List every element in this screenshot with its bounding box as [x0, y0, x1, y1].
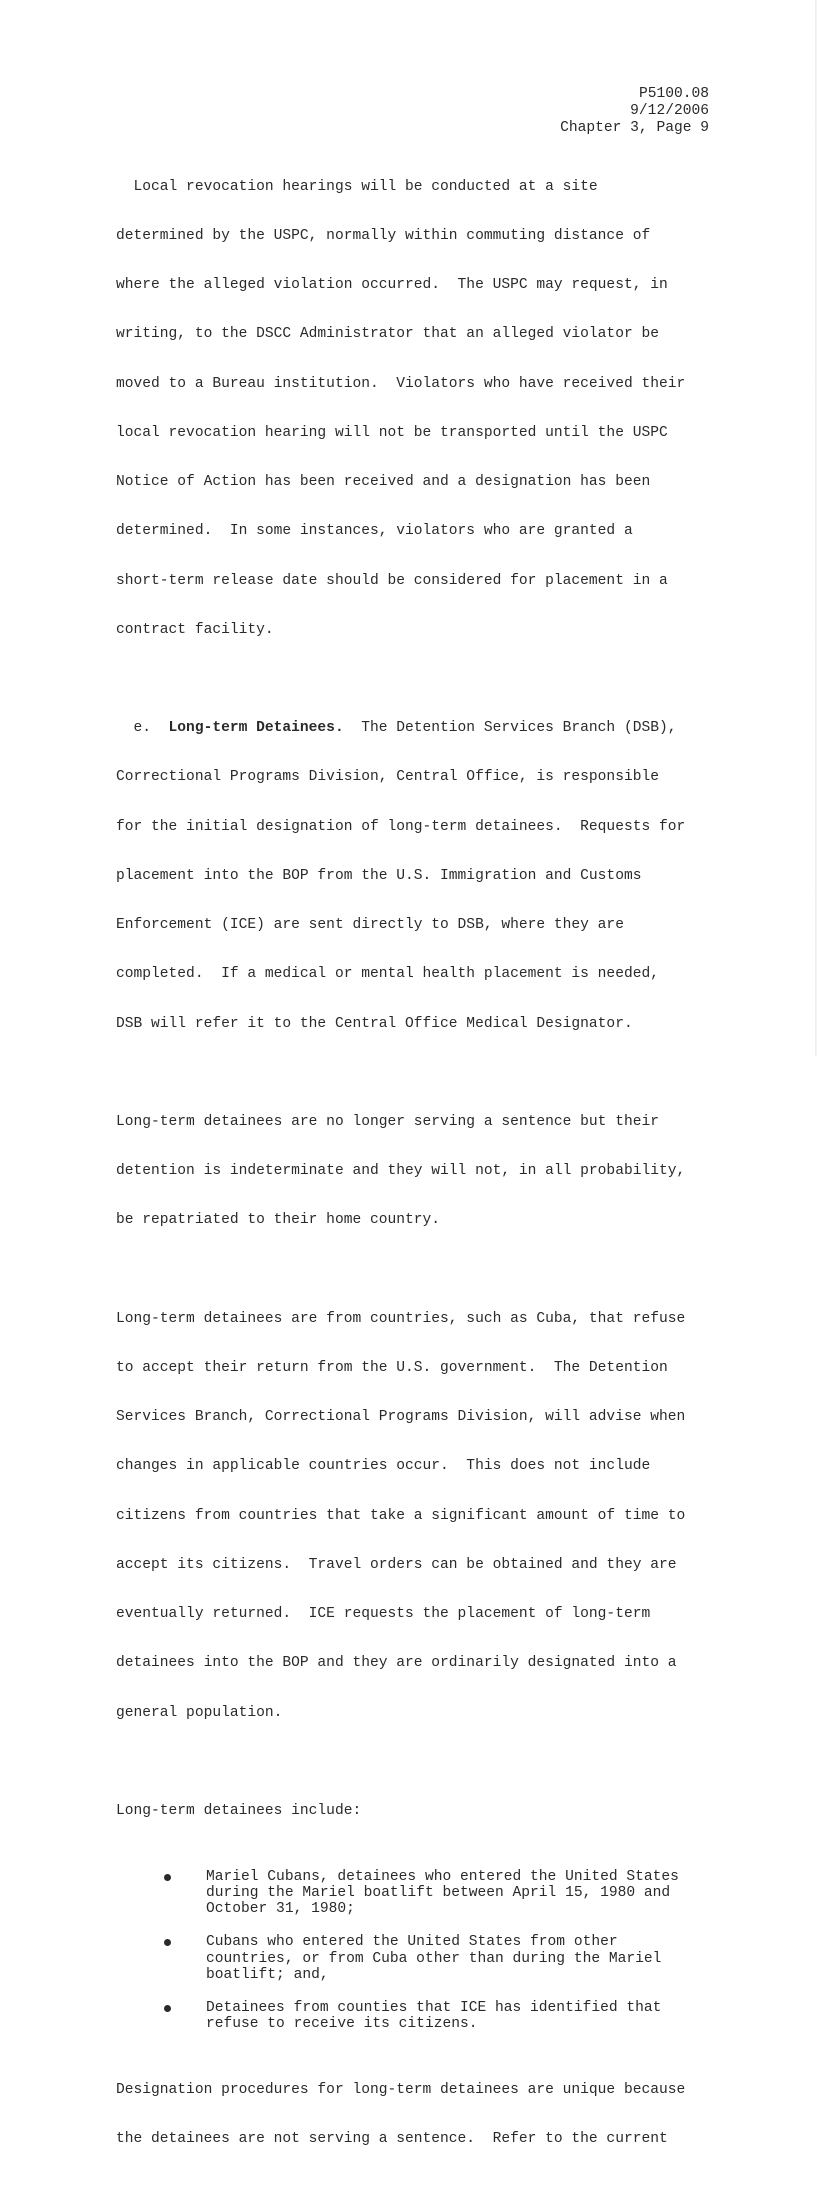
text-line: Cubans who entered the United States from other	[206, 1934, 618, 1951]
bullet-icon	[164, 1939, 171, 1946]
text-line: Notice of Action has been received and a designation has been	[116, 474, 651, 491]
text-line: for the initial designation of long-term detainees. Requests for	[116, 818, 686, 835]
text-line: during the Mariel boatlift between April 15, 1980 and	[206, 1884, 671, 1901]
text-line: where the alleged violation occurred. The USPC may request, in	[116, 277, 668, 294]
list-item	[116, 2000, 716, 2033]
text-line: boatlift; and,	[206, 1967, 329, 1983]
text-line: placement into the BOP from the U.S. Immigration and Customs	[116, 867, 642, 884]
detainee-bullet-list	[116, 1869, 716, 2033]
text-line: countries, or from Cuba other than during the Mariel	[206, 1950, 662, 1967]
text-line: moved to a Bureau institution. Violators who have received their	[116, 375, 686, 392]
section-heading: Long-term Detainees.	[168, 720, 344, 737]
text-line: be repatriated to their home country.	[116, 1212, 441, 1229]
list-item	[116, 1934, 716, 1983]
text-line: citizens from countries that take a significant amount of time to	[116, 1507, 686, 1524]
text-line: determined by the USPC, normally within commuting distance of	[116, 228, 651, 245]
text-line: completed. If a medical or mental health placement is needed,	[116, 966, 659, 983]
text-line: Long-term detainees are from countries, such as Cuba, that refuse	[116, 1310, 686, 1327]
paragraph-include-intro	[116, 1770, 716, 1852]
section-label: e.	[116, 720, 169, 737]
text-line: Mariel Cubans, detainees who entered the United States	[206, 1868, 679, 1885]
paragraph-designation-procedures	[116, 2049, 716, 2180]
text-line: Designation procedures for long-term detainees are unique because	[116, 2081, 686, 2098]
document-body	[116, 146, 716, 2197]
paragraph-no-longer-serving	[116, 1081, 716, 1261]
text-line: changes in applicable countries occur. This does not include	[116, 1458, 651, 1475]
document-date: 9/12/2006	[630, 103, 709, 119]
text-line: refuse to receive its citizens.	[206, 2016, 478, 2033]
text-line: Local revocation hearings will be conducted at a site	[116, 178, 598, 195]
paragraph-long-term-detainees	[116, 687, 716, 1064]
text-line: detention is indeterminate and they will not, in all probability,	[116, 1163, 686, 1180]
bullet-icon	[164, 1874, 171, 1881]
text-line	[116, 720, 716, 736]
text-line: Correctional Programs Division, Central Office, is responsible	[116, 769, 659, 786]
text-line: DSB will refer it to the Central Office Medical Designator.	[116, 1015, 633, 1032]
text-line: eventually returned. ICE requests the placement of long-term	[116, 1606, 651, 1623]
text-line: to accept their return from the U.S. government. The Detention	[116, 1360, 668, 1377]
paragraph-countries	[116, 1278, 716, 1754]
text-line: the detainees are not serving a sentence. Refer to the current	[116, 2131, 668, 2148]
text-line: Long-term detainees include:	[116, 1802, 362, 1819]
list-item	[116, 1869, 716, 1918]
text-line: October 31, 1980;	[206, 1901, 355, 1918]
text-line: accept its citizens. Travel orders can be obtained and they are	[116, 1556, 677, 1573]
text-line: short-term release date should be considered for placement in a	[116, 572, 668, 589]
chapter-page: Chapter 3, Page 9	[560, 120, 709, 136]
text-line: general population.	[116, 1704, 283, 1721]
text-line: Enforcement (ICE) are sent directly to DSB, where they are	[116, 917, 624, 934]
document-id: P5100.08	[638, 86, 709, 102]
paragraph-local-revocation	[116, 146, 716, 671]
text-line: writing, to the DSCC Administrator that an alleged violator be	[116, 326, 659, 343]
text-line: Long-term detainees are no longer serving a sentence but their	[116, 1113, 659, 1130]
text-line: detainees into the BOP and they are ordinarily designated into a	[116, 1655, 677, 1672]
bullet-icon	[164, 2005, 171, 2012]
page-header	[560, 86, 709, 137]
text-line: determined. In some instances, violators who are granted a	[116, 523, 633, 540]
text-fragment: The Detention Services Branch (DSB),	[343, 720, 677, 737]
text-line: local revocation hearing will not be transported until the USPC	[116, 424, 668, 441]
text-line: Services Branch, Correctional Programs Division, will advise when	[116, 1409, 686, 1426]
text-line: contract facility.	[116, 621, 274, 638]
text-line: Detainees from counties that ICE has identified that	[206, 1999, 662, 2016]
